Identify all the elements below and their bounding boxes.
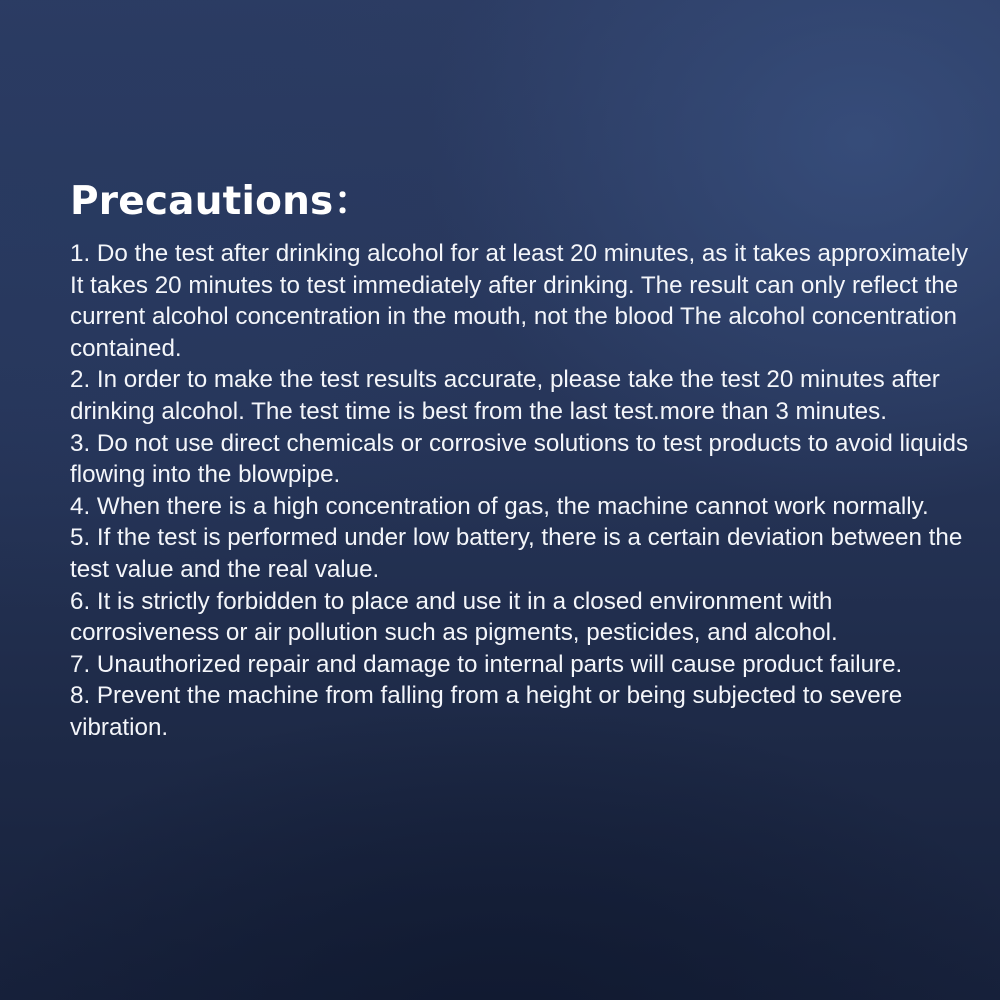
precaution-item-2: 2. In order to make the test results accurate, please take the test 20 minutes after drinking alcohol. The test time is best from the last test.more than 3 minutes. (70, 366, 940, 425)
precaution-item-4: 4. When there is a high concentration of gas, the machine cannot work normally. (70, 492, 929, 520)
precaution-item-6: 6. It is strictly forbidden to place and use it in a closed environment with corrosiveness or air pollution such as pigments, pesticides, and alcohol. (70, 587, 838, 647)
precaution-item-8: 8. Prevent the machine from falling from a height or being subjected to severe vibration. (70, 682, 903, 741)
precautions-list (70, 238, 980, 744)
precaution-item-5: 5. If the test is performed under low battery, there is a certain deviation between the test value and the real value. (70, 524, 963, 583)
precaution-item-7: 7. Unauthorized repair and damage to internal parts will cause product failure. (70, 650, 903, 678)
precaution-item-1: 1. Do the test after drinking alcohol for at least 20 minutes, as it takes approximately It takes 20 minutes to test immediately after drinking. The result can only reflect the current alcohol concentration in the mouth, not the blood The alcohol concentration contained. (70, 240, 969, 362)
precautions-panel (70, 176, 980, 744)
precaution-item-3: 3. Do not use direct chemicals or corrosive solutions to test products to avoid liquids flowing into the blowpipe. (70, 429, 969, 489)
page-title: Precautions： (70, 179, 373, 224)
